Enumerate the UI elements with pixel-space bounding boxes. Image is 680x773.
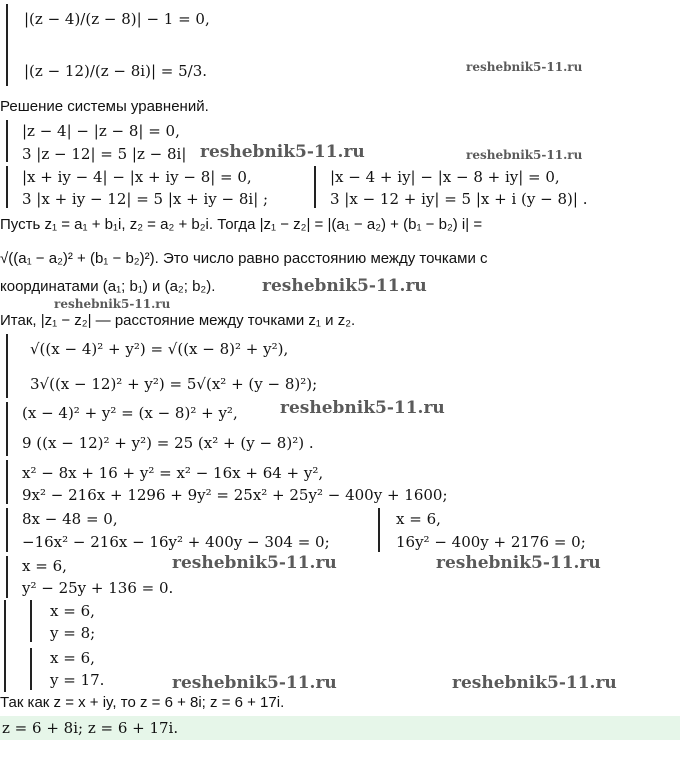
watermark: reshebnik5-11.ru: [452, 673, 617, 693]
watermark: reshebnik5-11.ru: [200, 142, 365, 162]
itak-text: Итак, |z₁ − z₂| — расстояние между точками z₁ и z₂.: [0, 312, 356, 329]
watermark: reshebnik5-11.ru: [466, 148, 583, 162]
system3b-line1: |x − 4 + iy| − |x − 8 + iy| = 0,: [330, 168, 560, 186]
since-text: Так как z = x + iy, то z = 6 + 8i; z = 6 + 17i.: [0, 694, 285, 711]
watermark: reshebnik5-11.ru: [436, 553, 601, 573]
system8-line2: y² − 25y + 136 = 0.: [22, 579, 174, 597]
system7a-line1: 8x − 48 = 0,: [22, 510, 118, 528]
union-sys2-line1: x = 6,: [50, 649, 95, 667]
system2-line1: |z − 4| − |z − 8| = 0,: [22, 122, 180, 140]
system5-line1: (x − 4)² + y² = (x − 8)² + y²,: [22, 404, 238, 422]
system-brace: [6, 334, 8, 398]
union-sys1-line1: x = 6,: [50, 602, 95, 620]
system3a-line1: |x + iy − 4| − |x + iy − 8| = 0,: [22, 168, 252, 186]
watermark: reshebnik5-11.ru: [54, 297, 171, 311]
system-brace: [6, 4, 8, 86]
system-brace: [6, 556, 8, 598]
system8-line1: x = 6,: [22, 557, 67, 575]
system-brace: [6, 120, 8, 162]
system6-line1: x² − 8x + 16 + y² = x² − 16x + 64 + y²,: [22, 464, 324, 482]
coord-text: координатами (a₁; b₁) и (a₂; b₂).: [0, 278, 216, 295]
system-brace: [30, 600, 32, 642]
watermark: reshebnik5-11.ru: [466, 60, 583, 74]
system5-line2: 9 ((x − 12)² + y²) = 25 (x² + (y − 8)²) .: [22, 434, 314, 452]
system-brace: [6, 166, 8, 208]
union-sys1-line2: y = 8;: [50, 624, 96, 642]
system4-line1: √((x − 4)² + y²) = √((x − 8)² + y²),: [30, 340, 289, 358]
let-text: Пусть z₁ = a₁ + b₁i, z₂ = a₂ + b₂i. Тогда |z₁ − z₂| = |(a₁ − a₂) + (b₁ − b₂) i| =: [0, 216, 483, 233]
system-brace: [6, 402, 8, 456]
system3a-line2: 3 |x + iy − 12| = 5 |x + iy − 8i| ;: [22, 190, 269, 208]
watermark: reshebnik5-11.ru: [262, 276, 427, 296]
watermark: reshebnik5-11.ru: [280, 398, 445, 418]
system6-line2: 9x² − 216x + 1296 + 9y² = 25x² + 25y² − 400y + 1600;: [22, 486, 448, 504]
answer-text: z = 6 + 8i; z = 6 + 17i.: [2, 719, 179, 737]
system-brace: [314, 166, 316, 208]
system-brace: [30, 648, 32, 690]
system7a-line2: −16x² − 216x − 16y² + 400y − 304 = 0;: [22, 533, 330, 551]
sqrt-text: √((a₁ − a₂)² + (b₁ − b₂)²). Это число равно расстоянию между точками с: [0, 250, 488, 267]
system7b-line1: x = 6,: [396, 510, 441, 528]
heading-solution: Решение системы уравнений.: [0, 98, 209, 115]
system-brace: [6, 460, 8, 504]
system2-line2: 3 |z − 12| = 5 |z − 8i|: [22, 145, 187, 163]
system-brace: [378, 508, 380, 552]
system1-line2: |(z − 12)/(z − 8i)| = 5/3.: [24, 62, 208, 80]
system7b-line2: 16y² − 400y + 2176 = 0;: [396, 533, 586, 551]
system4-line2: 3√((x − 12)² + y²) = 5√(x² + (y − 8)²);: [30, 375, 318, 393]
union-bracket: [4, 600, 6, 692]
system-brace: [6, 508, 8, 552]
system3b-line2: 3 |x − 12 + iy| = 5 |x + i (y − 8)| .: [330, 190, 588, 208]
system1-line1: |(z − 4)/(z − 8)| − 1 = 0,: [24, 10, 210, 28]
union-sys2-line2: y = 17.: [50, 671, 105, 689]
watermark: reshebnik5-11.ru: [172, 553, 337, 573]
watermark: reshebnik5-11.ru: [172, 673, 337, 693]
